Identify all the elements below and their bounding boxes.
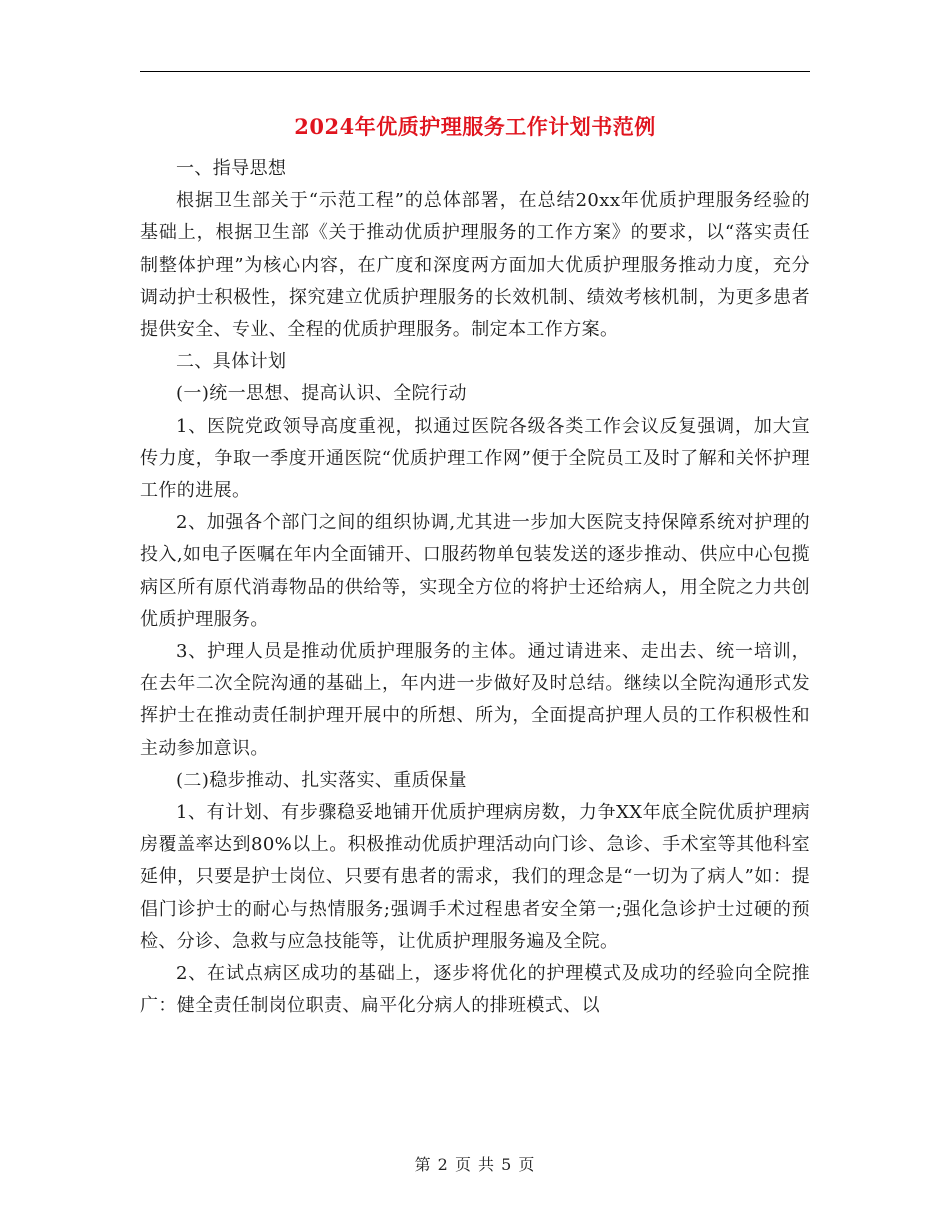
document-body	[140, 153, 810, 1022]
page-number: 第 2 页 共 5 页	[414, 1155, 536, 1174]
body-paragraph: 2、加强各个部门之间的组织协调,尤其进一步加大医院支持保障系统对护理的投入,如电子医嘱在年内全面铺开、口服药物单包装发送的逐步推动、供应中心包揽病区所有原代消毒物品的供给等，实现全方位的将护士还给病人，用全院之力共创优质护理服务。	[140, 512, 810, 630]
body-paragraph: 2、在试点病区成功的基础上，逐步将优化的护理模式及成功的经验向全院推广：健全责任制岗位职责、扁平化分病人的排班模式、以	[140, 963, 810, 1017]
body-paragraph: 1、医院党政领导高度重视，拟通过医院各级各类工作会议反复强调，加大宣传力度，争取一季度开通医院“优质护理工作网”便于全院员工及时了解和关怀护理工作的进展。	[140, 415, 810, 502]
document-title: 2024年优质护理服务工作计划书范例	[294, 114, 656, 139]
body-paragraph: 根据卫生部关于“示范工程”的总体部署，在总结20xx年优质护理服务经验的基础上，根据卫生部《关于推动优质护理服务的工作方案》的要求，以“落实责任制整体护理”为核心内容，在广度和深度两方面加大优质护理服务推动力度，充分调动护士积极性，探究建立优质护理服务的长效机制、绩效考核机制，为更多患者提供安全、专业、全程的优质护理服务。制定本工作方案。	[140, 190, 810, 341]
header-rule	[140, 71, 810, 72]
subsection-heading: (二)稳步推动、扎实落实、重质保量	[176, 769, 467, 791]
section-heading-specific-plan: 二、具体计划	[176, 351, 287, 373]
body-paragraph: 1、有计划、有步骤稳妥地铺开优质护理病房数，力争XX年底全院优质护理病房覆盖率达到80%以上。积极推动优质护理活动向门诊、急诊、手术室等其他科室延伸，只要是护士岗位、只要有患者的需求，我们的理念是“一切为了病人”如：提倡门诊护士的耐心与热情服务;强调手术过程患者安全第一;强化急诊护士过硬的预检、分诊、急救与应急技能等，让优质护理服务遍及全院。	[140, 802, 810, 952]
section-heading-guiding-ideology: 一、指导思想	[176, 158, 287, 179]
subsection-heading: (一)统一思想、提高认识、全院行动	[176, 383, 467, 405]
body-paragraph: 3、护理人员是推动优质护理服务的主体。通过请进来、走出去、统一培训，在去年二次全院沟通的基础上，年内进一步做好及时总结。继续以全院沟通形式发挥护士在推动责任制护理开展中的所想、所为，全面提高护理人员的工作积极性和主动参加意识。	[140, 641, 810, 759]
